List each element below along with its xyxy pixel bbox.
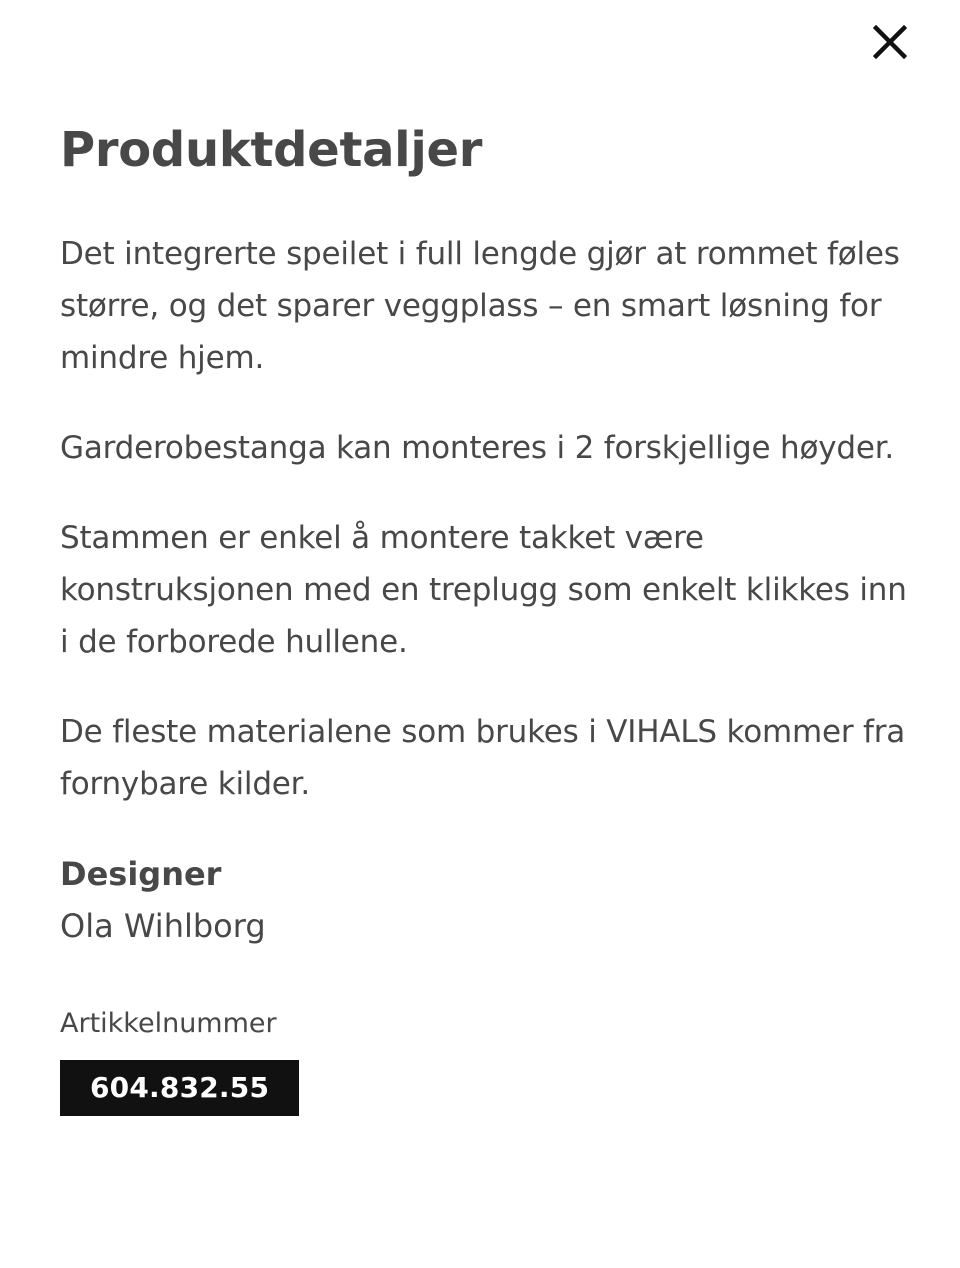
designer-name: Ola Wihlborg: [60, 907, 266, 945]
close-icon: [873, 25, 907, 59]
close-button[interactable]: [866, 20, 914, 64]
description-paragraph: Det integrerte speilet i full lengde gjør at rommet føles større, og det sparer veggplass – en smart løsning for mindre hjem.: [60, 236, 900, 376]
description-paragraph: Garderobestanga kan monteres i 2 forskjellige høyder.: [60, 430, 895, 466]
page-title: Produktdetaljer: [60, 122, 483, 178]
description-paragraph: De fleste materialene som brukes i VIHALS kommer fra fornybare kilder.: [60, 714, 906, 802]
article-number-badge: 604.832.55: [60, 1060, 299, 1116]
product-details-panel: [60, 118, 920, 1116]
article-number-label: Artikkelnummer: [60, 1008, 277, 1039]
description-paragraph: Stammen er enkel å montere takket være konstruksjonen med en treplugg som enkelt klikkes inn i de forborede hullene.: [60, 520, 907, 660]
designer-heading: Designer: [60, 855, 222, 893]
